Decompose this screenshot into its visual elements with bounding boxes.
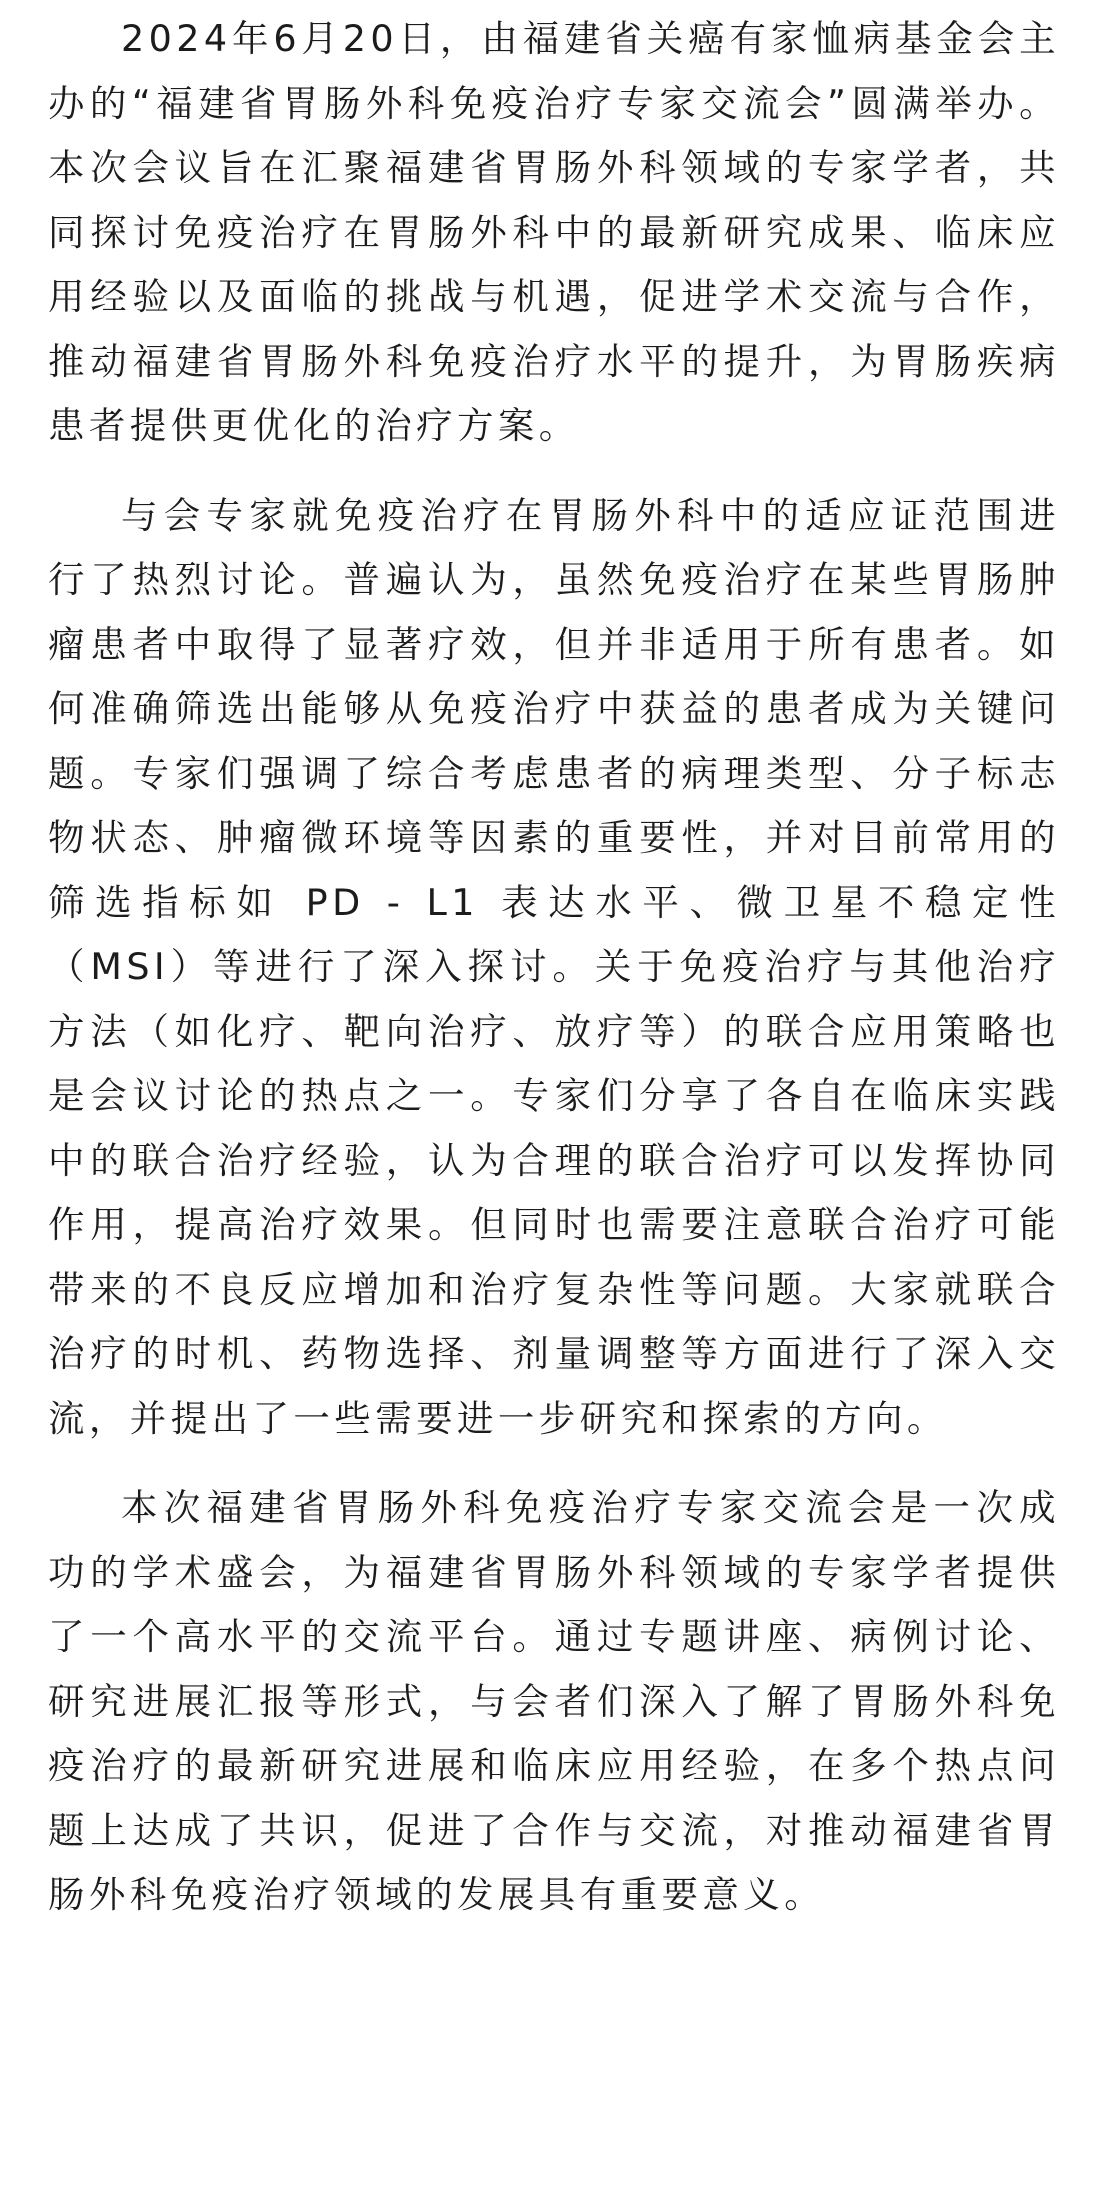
paragraph-expert-discussion: 与会专家就免疫治疗在胃肠外科中的适应证范围进行了热烈讨论。普遍认为，虽然免疫治疗在某些胃肠肿瘤患者中取得了显著疗效，但并非适用于所有患者。如何准确筛选出能够从免疫治疗中获益的患者成为关键问题。专家们强调了综合考虑患者的病理类型、分子标志物状态、肿瘤微环境等因素的重要性，并对目前常用的筛选指标如 PD - L1 表达水平、微卫星不稳定性（MSI）等进行了深入探讨。关于免疫治疗与其他治疗方法（如化疗、靶向治疗、放疗等）的联合应用策略也是会议讨论的热点之一。专家们分享了各自在临床实践中的联合治疗经验，认为合理的联合治疗可以发挥协同作用，提高治疗效果。但同时也需要注意联合治疗可能带来的不良反应增加和治疗复杂性等问题。大家就联合治疗的时机、药物选择、剂量调整等方面进行了深入交流，并提出了一些需要进一步研究和探索的方向。: [48, 493, 1060, 1440]
paragraph-meeting-intro: 2024年6月20日，由福建省关癌有家恤病基金会主办的“福建省胃肠外科免疫治疗专家交流会”圆满举办。本次会议旨在汇聚福建省胃肠外科领域的专家学者，共同探讨免疫治疗在胃肠外科中的最新研究成果、临床应用经验以及面临的挑战与机遇，促进学术交流与合作，推动福建省胃肠外科免疫治疗水平的提升，为胃肠疾病患者提供更优化的治疗方案。: [48, 17, 1060, 447]
paragraph-conclusion: 本次福建省胃肠外科免疫治疗专家交流会是一次成功的学术盛会，为福建省胃肠外科领域的专家学者提供了一个高水平的交流平台。通过专题讲座、病例讨论、研究进展汇报等形式，与会者们深入了解了胃肠外科免疫治疗的最新研究进展和临床应用经验，在多个热点问题上达成了共识，促进了合作与交流，对推动福建省胃肠外科免疫治疗领域的发展具有重要意义。: [48, 1486, 1060, 1916]
